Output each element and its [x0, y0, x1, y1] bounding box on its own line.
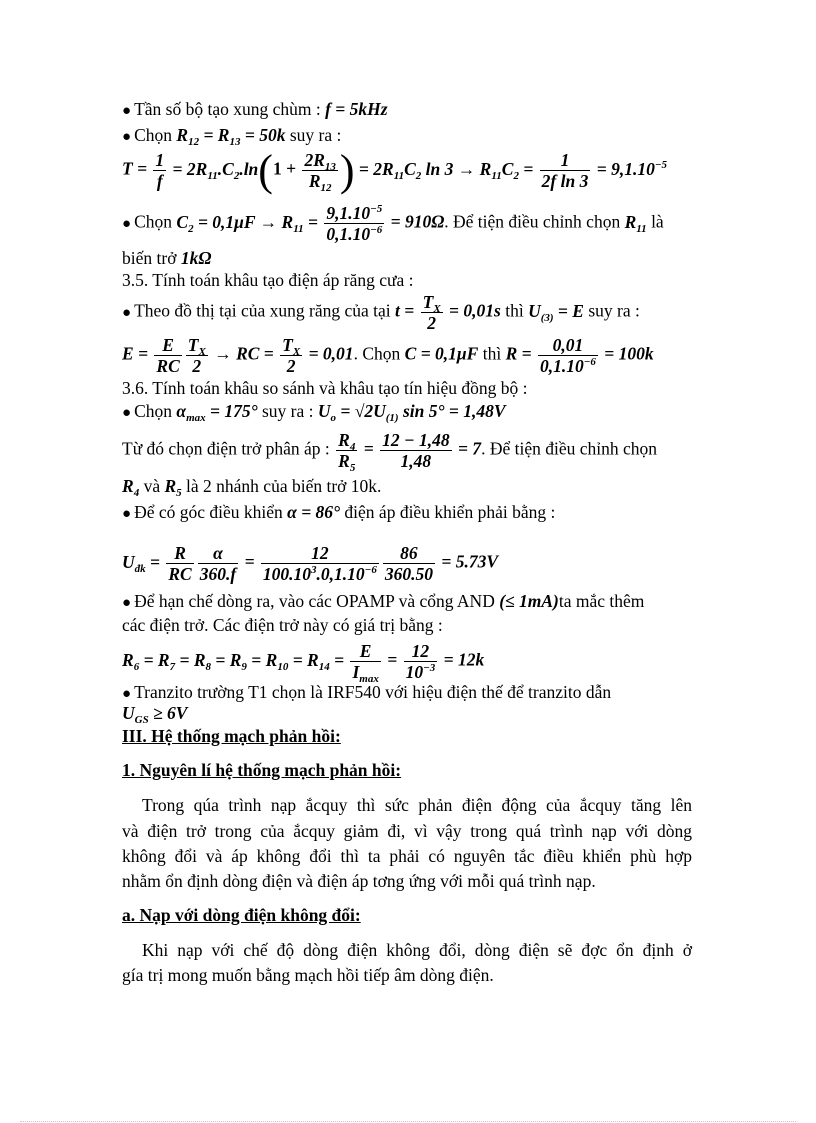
- text: biến trở: [122, 248, 177, 268]
- line-tranzito: ● Tranzito trường T1 chọn là IRF540 với hiệu điện thế để tranzito dẫn: [122, 682, 612, 702]
- line-choose-r12: [122, 125, 341, 146]
- formula-udk: $U_{đk}$ = $\frac{R}{RC}$ $\frac{\alpha}{360.f}$ = $\frac{12}{100.10^3.0,1.10^{-6}}$ $\frac{86}{360.50}$ = 5.73V: [122, 543, 498, 585]
- bullet: ●: [122, 405, 132, 421]
- formula-rc: E = $\frac{E}{RC}$ $\frac{T_X}{2}$ → RC = $\frac{T_X}{2}$ = 0,01. Chọn C = 0,1μF thì R = $\frac{0,01}{0,1.10^{-6}}$ = 100k: [122, 335, 654, 377]
- text: Tần số bộ tạo xung chùm :: [134, 99, 321, 119]
- text: suy ra :: [289, 125, 342, 145]
- formula: f = 5kHz: [325, 99, 388, 119]
- line-divider: Từ đó chọn điện trở phân áp : $\frac{R_4}{R_5}$ = $\frac{12 - 1,48}{1,48}$ = 7. Để tiện điều chỉnh chọn: [122, 430, 657, 475]
- paragraph-2-line-2: gía trị mong muốn bằng mạch hồi tiếp âm dòng điện.: [122, 965, 494, 985]
- bullet: ●: [122, 103, 132, 119]
- bullet: ●: [122, 215, 132, 232]
- section-3-6: 3.6. Tính toán khâu so sánh và khâu tạo tín hiệu đồng bộ :: [122, 378, 528, 398]
- formula-resistors: $R_6 = R_7 = R_8 = R_9 = R_{10} = R_{14}$ = $\frac{E}{I_{max}}$ = $\frac{12}{10^{-3}}$ = 12k: [122, 641, 485, 686]
- bullet: ●: [122, 304, 132, 321]
- text: . Để tiện điều chỉnh chọn: [444, 211, 621, 232]
- formula: $R_{12} = R_{13} = 50k$: [176, 125, 286, 148]
- paragraph-1-line-4: nhằm ổn định dòng điện và điện áp tơng ứng với mỗi quá trình nạp.: [122, 871, 596, 891]
- bullet: ●: [122, 686, 132, 702]
- line-resistors: các điện trở. Các điện trở này có giá trị bằng :: [122, 615, 443, 635]
- heading-a: a. Nạp với dòng điện không đổi:: [122, 905, 361, 925]
- line-alpha-max: ● Chọn $\alpha_{max} = 175^\circ$ suy ra : $U_o = √2U_{(1)}$ sin 5° = 1,48V: [122, 401, 506, 424]
- line-r4-r5: $R_4$ và $R_5$ là 2 nhánh của biến trở 10k.: [122, 476, 382, 499]
- page-border: [20, 1121, 796, 1122]
- line-sawtooth: ● Theo đồ thị tại của xung răng của tại t = $\frac{T_X}{2}$ = 0,01s thì $U_{(3)} = E$ suy ra :: [122, 292, 640, 334]
- text: Chọn: [134, 211, 172, 232]
- line-alpha-86: ● Để có góc điều khiển α = 86° điện áp điều khiển phải bằng :: [122, 502, 556, 522]
- line-ugs: $U_{GS} \ge 6V$: [122, 703, 188, 726]
- bullet: ●: [122, 506, 132, 522]
- line-bien-tro: biến trở 1kΩ: [122, 248, 212, 268]
- heading-1: 1. Nguyên lí hệ thống mạch phản hồi:: [122, 760, 402, 780]
- bullet: ●: [122, 129, 132, 145]
- formula-period: T = $\frac{1}{f}$ = $2R_{11}.C_2.\ln(1$ + $\frac{2R_{13}}{R_{12}}$ ) = $2R_{11}C_2$ $\ln 3 \to R_{11}C_2$ = $\frac{1}{\text{2f ln 3}}$ = $9,1.10^{-5}$: [122, 146, 668, 196]
- bullet: ●: [122, 595, 132, 611]
- text: Theo đồ thị tại của xung răng của tại: [134, 300, 391, 321]
- section-3-5: 3.5. Tính toán khâu tạo điện áp răng cưa :: [122, 270, 414, 290]
- line-frequency: [122, 99, 388, 120]
- paragraph-1-line-2: và điện trở trong của ắcquy giảm đi, vì vậy trong quá trình nạp với dòng: [122, 821, 692, 841]
- line-choose-c2: ● Chọn $C_2 = 0,1\mu F \to R_{11}$ = $\frac{9,1.10^{-5}}{0,1.10^{-6}}$ = 910Ω. Để tiện điều chỉnh chọn $R_{11}$ là: [122, 203, 664, 245]
- line-opamp: ● Để hạn chế dòng ra, vào các OPAMP và cổng AND (≤ 1mA)ta mắc thêm: [122, 591, 645, 611]
- paragraph-1-line-3: không đổi và áp không đổi thì ta phải có nguyên tắc điều khiển phù hợp: [122, 846, 692, 866]
- heading-iii: III. Hệ thống mạch phản hồi:: [122, 726, 341, 746]
- text: Chọn: [134, 125, 172, 145]
- paragraph-1-line-1: Trong qúa trình nạp ắcquy thì sức phản điện động của ắcquy tăng lên: [142, 795, 692, 815]
- paragraph-2-line-1: Khi nạp với chế độ dòng điện không đổi, dòng điện sẽ đợc ổn định ở: [142, 940, 692, 960]
- text: là: [651, 211, 664, 232]
